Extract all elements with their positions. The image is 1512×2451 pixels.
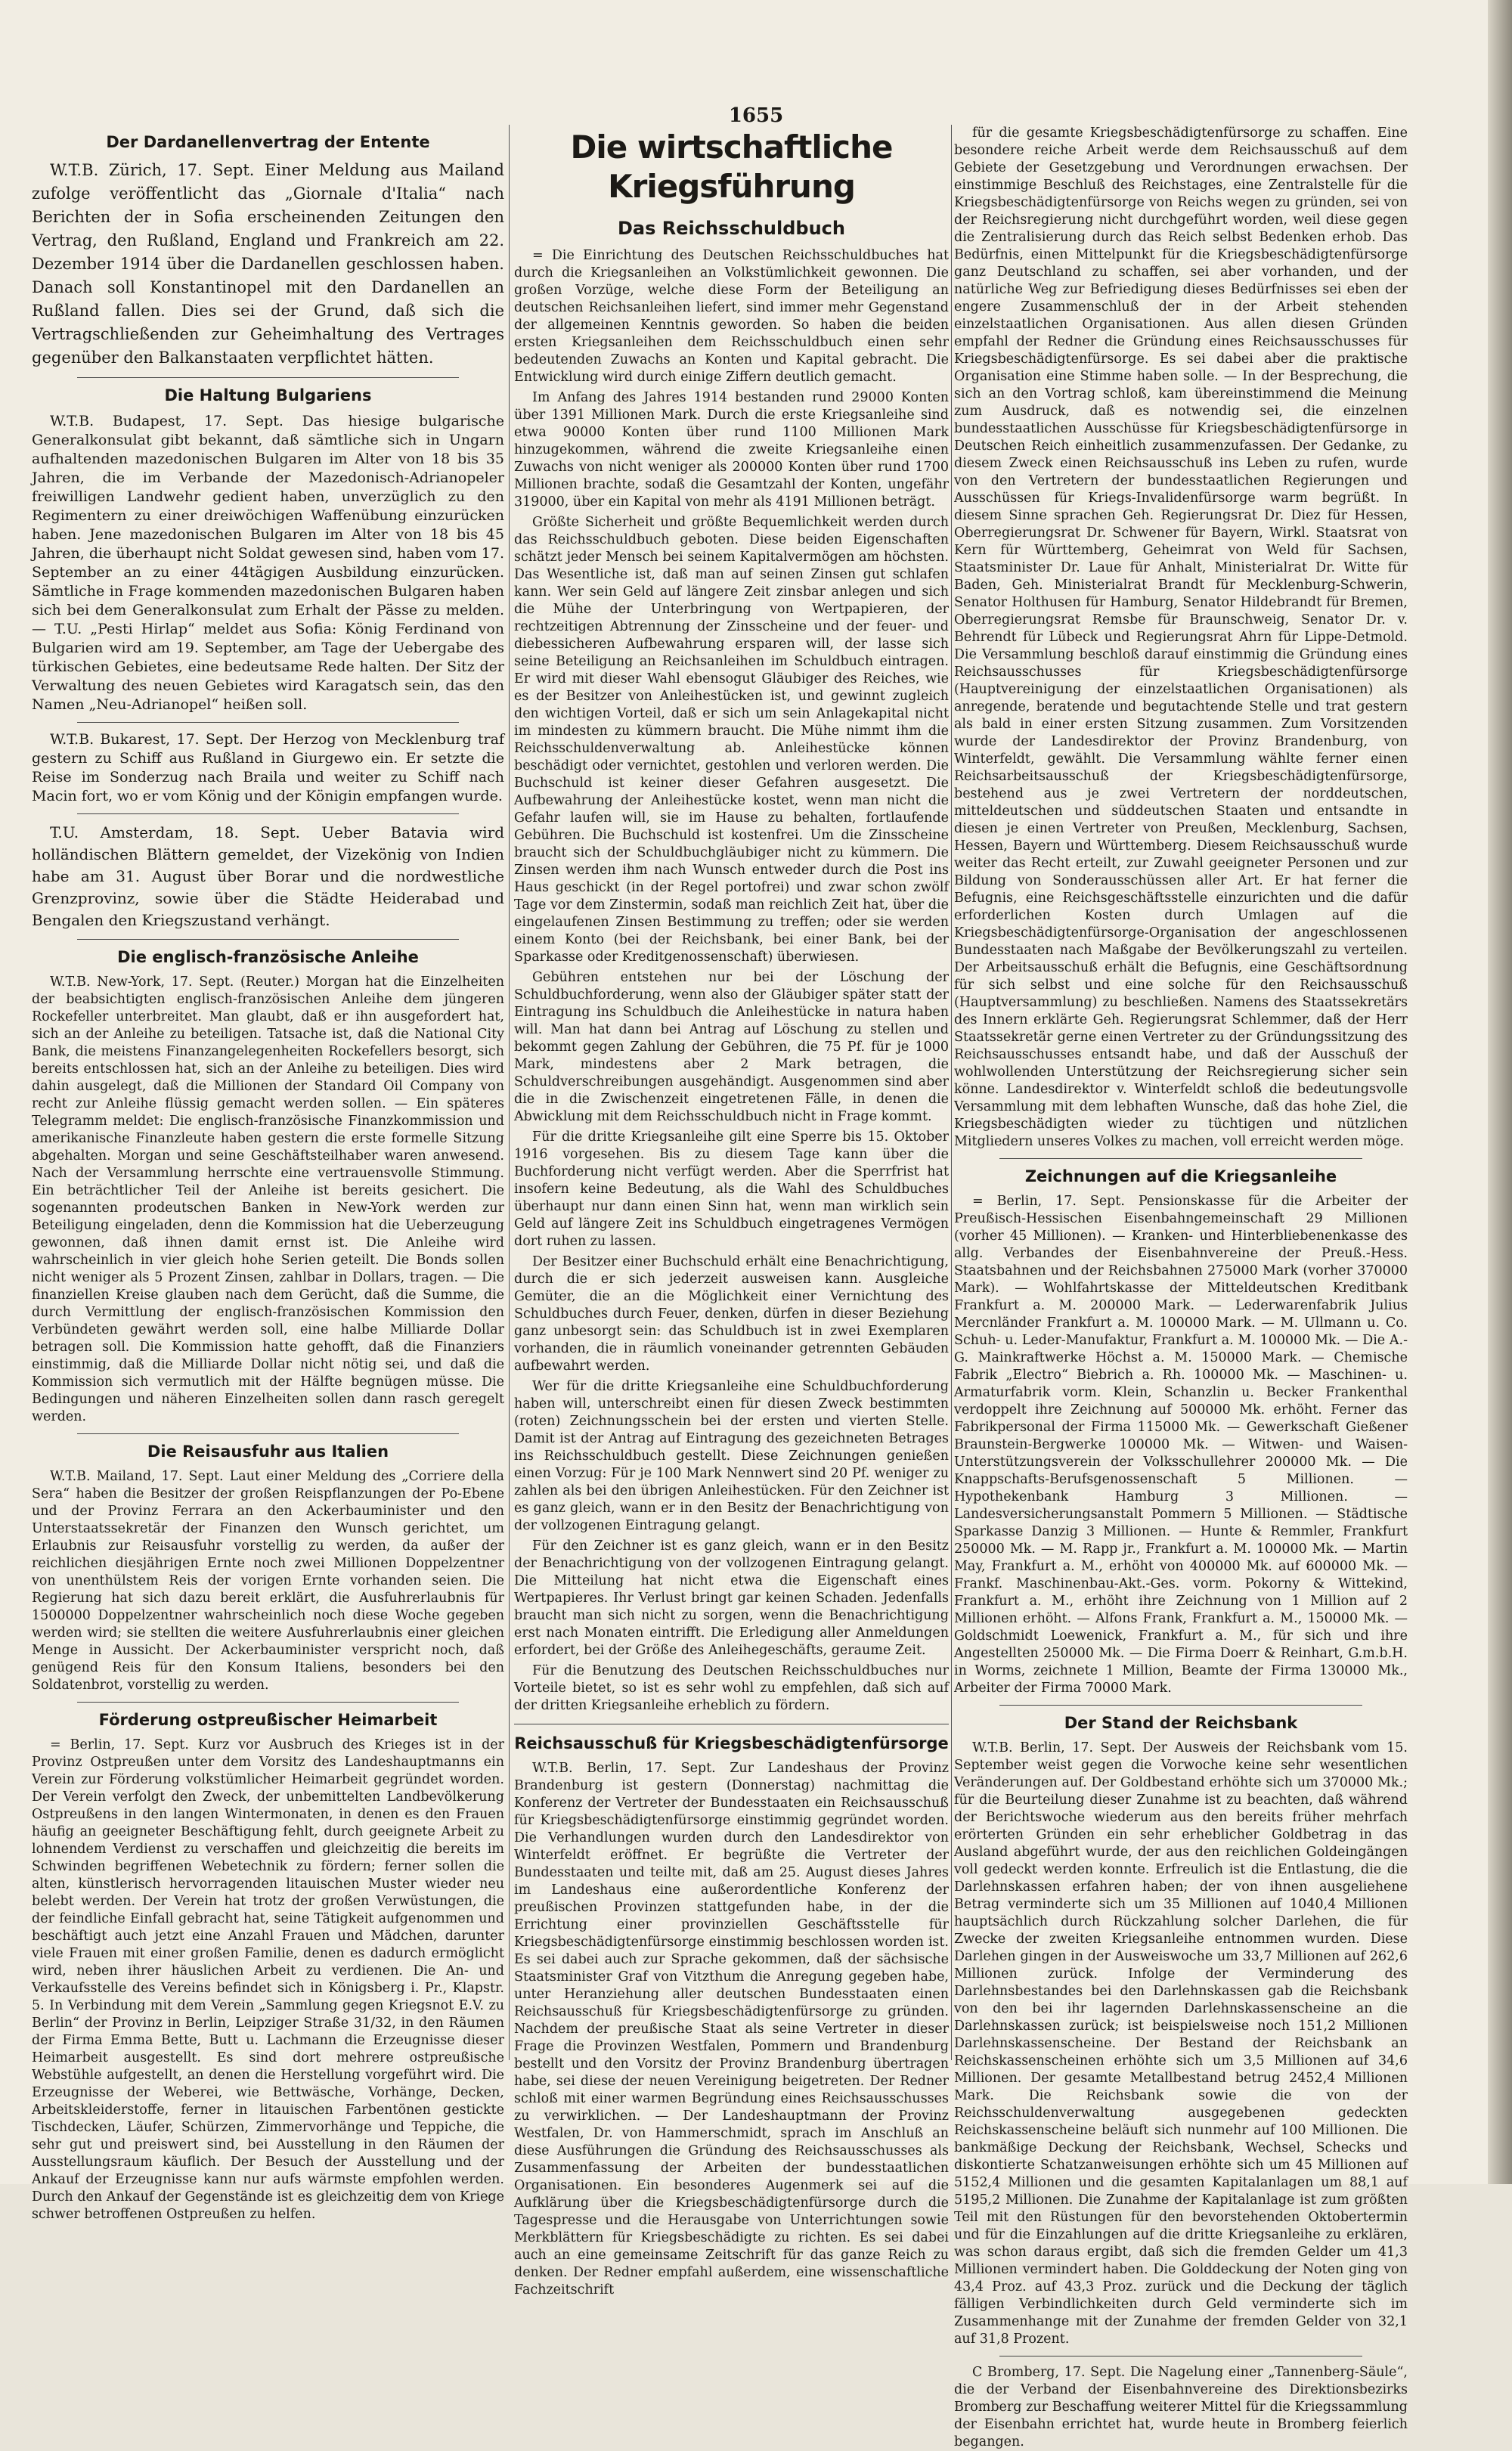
separator [77,1433,459,1434]
article-paragraph: = Berlin, 17. Sept. Pensionskasse für die Arbeiter der Preußisch-Hessischen Eisenbahngemeinschaft 29 Millionen (vorher 45 Millionen). — Kranken- und Hinterbliebenenkasse des allg. Verbandes der Eisenbahnvereine der Preuß.-Hess. Staatsbahnen und der Reichsbahnen 275000 Mark (vorher 370000 Mark). — Wohlfahrtskasse der Mitteldeutschen Kreditbank Frankfurt a. M. 200000 Mark. — Lederwarenfabrik Julius Mercnländer Frankfurt a. M. 100000 Mark. — M. Ullmann u. Co. Schuh- u. Leder-Manufaktur, Frankfurt a. M. 100000 Mk. — Die A.-G. Mainkraftwerke Höchst a. M. 150000 Mark. — Chemische Fabrik „Electro“ Biebrich a. Rh. 100000 Mk. — Maschinen- u. Armaturfabrik vorm. Klein, Schanzlin u. Becker Frankenthal verdoppelt ihre Zeichnung auf 500000 Mk. erhöht. Ferner das Fabrikpersonal der Firma 115000 Mk. — Gewerkschaft Gießener Braunstein-Bergwerke 100000 Mk. — Witwen- und Waisen-Unterstützungsverein der Volksschullehrer 200000 Mk. — Die Knappschafts-Berufsgenossenschaft 5 Millionen. — Hypothekenbank Hamburg 3 Millionen. — Landesversicherungsanstalt Pommern 5 Millionen. — Städtische Sparkasse Danzig 3 Millionen. — Hunte & Remmler, Frankfurt 250000 Mk. — M. Rapp jr., Frankfurt a. M. 100000 Mk. — Martin May, Frankfurt a. M., erhöht von 400000 Mk. auf 600000 Mk. — Frankf. Maschinenbau-Akt.-Ges. vorm. Pokorny & Wittekind, Frankfurt a. M., erhöht ihre Zeichnung von 1 Million auf 2 Millionen erhöht. — Alfons Frank, Frankfurt a. M., 150000 Mk. — Goldschmidt Loewenick, Frankfurt a. M., für sich und ihre Angestellten 250000 Mk. — Die Firma Doerr & Reinhart, G.m.b.H. in Worms, zeichnete 1 Million, Beamte der Firma 130000 Mk., Arbeiter der Firma 70000 Mark. [954,1194,1408,1696]
article-title: Die englisch-französische Anleihe [117,948,419,966]
separator [77,377,459,378]
article-title: Der Dardanellenvertrag der Entente [106,133,430,151]
column-left [32,125,504,2222]
separator [999,1158,1362,1159]
article-dardanellen [32,132,504,370]
page-number: 1655 [728,104,784,127]
article-paragraph: für die gesamte Kriegsbeschädigtenfürsorge zu schaffen. Eine besondere reiche Arbeit werde dem Reichsausschuß auf dem Gebiete der Gesetzgebung und Verordnungen erwachsen. Der einstimmige Beschluß des Reichstages, eine Zentralstelle für die Kriegsbeschädigtenfürsorge von Reichs wegen zu gründen, sei von der Reichsregierung nicht durchgeführt worden, weil diese gegen die Zentralisierung durch das Reich selbst Bedenken erhob. Das Bedürfnis, einen Mittelpunkt für die Kriegsbeschädigtenfürsorge ganz Deutschland zu schaffen, sei aber vorhanden, und der natürliche Weg zur Befriedigung dieses Bedürfnisses sei eben der engere Zusammenschluß der in der Arbeit stehenden einzelstaatlichen Organisationen. Aus allen diesen Gründen empfahl der Redner die Gründung eines Reichsausschusses für Kriegsbeschädigtenfürsorge. Es sei dabei aber die praktische Organisation eine Stimme haben solle. — In der Besprechung, die sich an den Vortrag schloß, kam übereinstimmend die Meinung zum Ausdruck, daß es notwendig sei, die einzelnen bundesstaatlichen Ausschüsse für Kriegsbeschädigtenfürsorge in Deutschen Reich einheitlich zusammenzufassen. Der Gedanke, zu diesem Zweck einen Reichsausschuß ins Leben zu rufen, wurde von den Vertretern der bundesstaatlichen Regierungen und Ausschüssen für Kriegs-Invalidenfürsorge warm begrüßt. In diesem Sinne sprachen Geh. Regierungsrat Dr. Diez für Hessen, Oberregierungsrat Dr. Schwener für Bayern, Wirkl. Staatsrat von Kern für Württemberg, Geheimrat von Weld für Sachsen, Staatsminister Dr. Laue für Anhalt, Ministerialrat Dr. Witte für Baden, Geh. Ministerialrat Brandt für Mecklenburg-Schwerin, Senator Holthusen für Hamburg, Senator Hildebrandt für Bremen, Oberregierungsrat Remsbe für Braunschweig, Senator Dr. v. Behrendt für Lübeck und Regierungsrat Ahrn für Lippe-Detmold. Die Versammlung beschloß darauf einstimmig die Gründung eines Reichsausschusses für Kriegsbeschädigtenfürsorge (Hauptvereinigung der einzelstaatlichen Organisationen) als anregende, beratende und begutachtende Stelle und trat gestern als bald in einer ersten Sitzung zusammen. Zum Vorsitzenden wurde der Landesdirektor der Provinz Brandenburg, von Winterfeldt, gewählt. Die Versammlung wählte ferner einen Reichsarbeitsausschuß der Kriegsbeschädigtenfürsorge, bestehend aus je zwei Vertretern der norddeutschen, mitteldeutschen und süddeutschen Staaten und entsandte in diesen je einen Vertreter von Preußen, Mecklenburg, Sachsen, Hessen, Bayern und Württemberg. Diesem Reichsausschuß wurde weiter das Recht erteilt, zur Zuwahl geeigneter Personen und zur Bildung von Sonderausschüssen aller Art. Er hat ferner die Befugnis, eine Reichsgeschäftsstelle einzurichten und die dafür erforderlichen Kosten durch Umlagen auf die Kriegsbeschädigtenfürsorge-Organisation der angeschlossenen Bundesstaaten nach Maßgabe der Bevölkerungszahl zu verteilen. Der Arbeitsausschuß erhält die Befugnis, eine Geschäftsordnung für sich selbst und eine solche für den Reichsausschuß (Hauptversammlung) zu beschließen. Namens des Staatssekretärs des Innern erklärte Geh. Regierungsrat Schlemmer, daß der Herr Staatssekretär gerne einen Vertreter zu der Gründungssitzung des Reichsausschusses entsandt habe, und daß der Ausschuß der wohlwollenden Unterstützung der Reichsregierung sicher sein könne. Landesdirektor v. Winterfeldt schloß die bedeutungsvolle Versammlung mit dem lebhaften Wunsche, daß das hohe Ziel, die Kriegsbeschädigten wieder zu tüchtigen und nützlichen Mitgliedern unseres Volkes zu machen, voll erreicht werden möge. [954,125,1408,1149]
masthead-title: Die wirtschaftliche Kriegsführung [570,129,893,205]
article-paragraph: T.U. Amsterdam, 18. Sept. Ueber Batavia wird holländischen Blättern gemeldet, der Vizekönig von Indien habe am 31. August über Borar und die nordwestliche Grenzprovinz, sowie über die Städte Heiderabad und Bengalen den Kriegszustand verhängt. [32,823,504,929]
article-paragraph: = Die Einrichtung des Deutschen Reichsschuldbuches hat durch die Kriegsanleihen an Volkstümlichkeit gewonnen. Die großen Vorzüge, welche diese Form der Beteiligung an deutschen Reichsanleihen liefert, sind immer mehr Gegenstand der allgemeinen Kenntnis geworden. So haben die beiden ersten Kriegsanleihen dem Reichsschuldbuch einen sehr bedeutenden Zuwachs an Konten und Kapital gebracht. Die Entwicklung wird durch einige Ziffern deutlich gemacht. [514,248,949,385]
article-paragraph: Für die Benutzung des Deutschen Reichsschuldbuches nur Vorteile bietet, so ist es sehr wohl zu empfehlen, daß sich auf der dritten Kriegsanleihe erheblich zu fördern. [514,1663,949,1713]
article-paragraph: Im Anfang des Jahres 1914 bestanden rund 29000 Konten über 1391 Millionen Mark. Durch die erste Kriegsanleihe sind etwa 90000 Konten über rund 1100 Millionen Mark hinzugekommen, während die zweite Kriegsanleihe einen Zuwachs von nicht weniger als 200000 Konten über rund 1700 Millionen brachte, sodaß die Gesamtzahl der Konten, ungefähr 319000, über ein Kapital von mehr als 4191 Millionen beträgt. [514,390,949,510]
article-paragraph: W.T.B. Mailand, 17. Sept. Laut einer Meldung des „Corriere della Sera“ haben die Besitzer der großen Reispflanzungen der Po-Ebene und der Provinz Ferrara an den Ackerbauminister und den Unterstaatssekretär der Finanzen den Wunsch gerichtet, um Erlaubnis zur Reisausfuhr vorstellig zu werden, da außer der reichlichen diesjährigen Ernte noch zwei Millionen Doppelzentner von unenthülstem Reis der vorigen Ernte vorhanden seien. Die Regierung hat sich dazu bereit erklärt, die Ausfuhrerlaubnis für 1500000 Doppelzentner wahrscheinlich noch diese Woche gegeben werden wird; sie stellten die weitere Ausfuhrerlaubnis einer gleichen Menge in Aussicht. Der Ackerbauminister verspricht noch, daß genügend Reis für den Konsum Italiens, besonders bei den Soldatenbrot, vorstellig zu werden. [32,1469,504,1693]
separator [77,722,459,723]
article-paragraph: W.T.B. Berlin, 17. Sept. Zur Landeshaus der Provinz Brandenburg ist gestern (Donnerstag) nachmittag die Konferenz der Vertreter der Bundesstaaten ein Reichsausschuß für Kriegsbeschädigtenfürsorge einstimmig gegründet worden. Die Verhandlungen wurden durch den Landesdirektor von Winterfeldt eröffnet. Er begrüßte die Vertreter der Bundesstaaten und teilte mit, daß am 25. August dieses Jahres im Landeshaus eine außerordentliche Konferenz der preußischen Provinzen stattgefunden habe, in der die Errichtung einer provinziellen Geschäftsstelle für Kriegsbeschädigtenfürsorge einstimmig beschlossen worden ist. Es sei dabei auch zur Sprache gekommen, daß der sächsische Staatsminister Graf von Vitzthum die Anregung gegeben habe, unter Heranziehung aller deutschen Bundesstaaten einen Reichsausschuß für Kriegsbeschädigtenfürsorge zu gründen. Nachdem der preußische Staat als seine Vertreter in dieser Frage die Provinzen Westfalen, Pommern und Brandenburg bestellt und den Vorsitz der Provinz Brandenburg übertragen habe, sei diese der neuen Vereinigung beigetreten. Der Redner schloß mit einer warmen Begründung eines Reichsausschusses zu verwirklichen. — Der Landeshauptmann der Provinz Westfalen, Dr. von Hammerschmidt, sprach im Anschluß an diese Ausführungen die Gründung des Reichsausschusses als Zusammenfassung der Arbeiten der bundesstaatlichen Organisationen. Ein besonderes Augenmerk sei auf die Aufklärung über die Kriegsbeschädigtenfürsorge durch die Tagespresse und die Herausgabe von Unterrichtungen sowie Merkblättern für Kriegsbeschädigte zu richten. Es sei dabei auch an eine gemeinsame Zeitschrift für das ganze Reich zu denken. Der Redner empfahl außerdem, eine wissenschaftliche Fachzeitschrift [514,1761,949,2298]
article-title: Die Haltung Bulgariens [164,386,372,404]
article-bulgarien [32,386,504,931]
article-paragraph: Größte Sicherheit und größte Bequemlichkeit werden durch das Reichsschuldbuch geboten. Diese beiden Eigenschaften schätzt jeder Mensch bei seinem Kapitalvermögen am höchsten. Das Wesentliche ist, daß man auf seinen Zinsen gut schlafen kann. Wer sein Geld auf längere Zeit zinsbar anlegen und sich die Mühe der Unterbringung von Wertpapieren, der rechtzeitigen Abtrennung der Zinsscheine und der feuer- und diebessicheren Aufbewahrung ersparen will, der lasse sich seine Beteiligung an Reichsanleihen im Schuldbuch eintragen. Er wird mit dieser Wahl ebensogut Gläubiger des Reiches, wie es der Besitzer von Anleihestücken ist, und gewinnt zugleich den wichtigen Vorteil, daß er sich um sein Anlagekapital nicht im mindesten zu kümmern braucht. Die Mühe nimmt ihm die Reichsschuldenverwaltung ab. Anleihestücke können beschädigt oder vernichtet, gestohlen und verloren werden. Die Buchschuld ist keiner dieser Gefahren ausgesetzt. Die Aufbewahrung der Anleihestücke kostet, wenn man nicht die Gefahr laufen will, sie im Hause zu behalten, fortlaufende Gebühren. Die Buchschuld ist kostenfrei. Um die Zinsscheine braucht sich der Schuldbuchgläubiger nicht zu kümmern. Die Zinsen werden ihm nach Wunsch entweder durch die Post ins Haus geschickt (in der Regel portofrei) und zwar schon zwölf Tage vor dem Zinstermin, sodaß man reichlich Zeit hat, über die eingelaufenen Zinsen Bestimmung zu treffen; oder sie werden einem Konto (bei der Reichsbank, bei einer Bank, bei der Sparkasse oder Kreditgenossenschaft) überwiesen. [514,515,949,965]
article-paragraph: = Berlin, 17. Sept. Kurz vor Ausbruch des Krieges ist in der Provinz Ostpreußen unter dem Vorsitz des Landeshauptmanns ein Verein zur Förderung volkstümlicher Heimarbeit gegründet worden. Der Verein verfolgt den Zweck, der unbemittelten Landbevölkerung Ostpreußens in den langen Wintermonaten, in denen es den Frauen häufig an geeigneter Beschäftigung fehlt, durch geeignete Arbeit zu lohnendem Verdienst zu verschaffen und gleichzeitig die bereits im Schwinden begriffenen Webetechnik zu fördern; ferner sollen die alten, künstlerisch hervorragenden litauischen Muster wieder neu belebt werden. Der Verein hat trotz der großen Verwüstungen, die der feindliche Einfall gebracht hat, seine Tätigkeit aufgenommen und beschäftigt auch jetzt eine Anzahl Frauen und Mädchen, darunter viele Frauen mit einer großen Familie, denen es dadurch ermöglicht wird, neben ihrer häuslichen Arbeit zu verdienen. Die An- und Verkaufsstelle des Vereins befindet sich in Königsberg i. Pr., Klapstr. 5. In Verbindung mit dem Verein „Sammlung gegen Kriegsnot E.V. zu Berlin“ der Provinz in Berlin, Leipziger Straße 31/32, in den Räumen der Firma Emma Bette, Butt u. Lachmann die Erzeugnisse dieser Heimarbeit ausgestellt. Es sind dort mehrere ostpreußische Webstühle aufgestellt, an denen die Herstellung vorgeführt wird. Die Erzeugnisse der Weberei, wie Bettwäsche, Vorhänge, Decken, Arbeitskleiderstoffe, ferner in litauischen Farbentönen gestickte Tischdecken, Läufer, Schürzen, Zimmervorhänge und Teppiche, die sehr gut und preiswert sind, bei Ausstellung in den Räumen der Ausstellungsraum käuflich. Der Besuch der Ausstellung und der Ankauf der Erzeugnisse kann nur aufs wärmste empfohlen werden. Durch den Ankauf der Gegenstände ist es gleichzeitig dem von Kriege schwer betroffenen Ostpreußen zu helfen. [32,1737,504,2222]
article-paragraph: Für den Zeichner ist es ganz gleich, wann er in den Besitz der Benachrichtigung von der vollzogenen Eintragung gelangt. Die Mitteilung hat nicht etwa die Eigenschaft eines Wertpapieres. Ihr Verlust bringt gar keinen Schaden. Jedenfalls braucht man sich nicht zu sorgen, wenn die Benachrichtigung erst nach Monaten eintrifft. Die Erledigung aller Anmeldungen erfordert, bei der Größe des Anleihegeschäfts, geraume Zeit. [514,1538,949,1658]
article-paragraph: W.T.B. Zürich, 17. Sept. Einer Meldung aus Mailand zufolge veröffentlicht das „Giornale d'Italia“ nach Berichten der in Sofia erscheinenden Zeitungen den Vertrag, den Rußland, England und Frankreich am 22. Dezember 1914 über die Dardanellen geschlossen haben. Danach soll Konstantinopel mit den Dardanellen an Rußland fallen. Dies sei der Grund, daß sich die Vertragschließenden zur Geheimhaltung des Vertrages gegenüber den Balkanstaaten verpflichtet hätten. [32,161,504,367]
separator [77,939,459,940]
article-paragraph: C Bromberg, 17. Sept. Die Nagelung einer „Tannenberg-Säule“, die der Verband der Eisenbahnvereine des Direktionsbezirks Bromberg zur Beschaffung weiterer Mittel für die Kriegssammlung der Eisenbahn errichtet hat, wurde heute in Bromberg feierlich begangen. [954,2365,1408,2449]
page-binding-edge [1488,0,1512,2184]
article-title: Die Reisausfuhr aus Italien [147,1442,389,1461]
column-middle [514,125,949,2298]
article-paragraph: W.T.B. New-York, 17. Sept. (Reuter.) Morgan hat die Einzelheiten der beabsichtigten englisch-französischen Anleihe dem jüngeren Rockefeller unterbreitet. Man glaubt, daß er ihn ausgefordert hat, sich an der Anleihe zu beteiligen. Tatsache ist, daß die National City Bank, die meistens Finanzangelegenheiten Rockefellers besorgt, sich bereits entschlossen hat, sich an der Anleihe zu beteiligen. Dies wird dahin ausgelegt, daß die Millionen der Standard Oil Company von recht zur Anleihe flüssig gemacht werden sollen. — Ein späteres Telegramm meldet: Die englisch-französische Finanzkommission und amerikanische Finanzleute haben gestern die erste formelle Sitzung abgehalten. Morgan und seine Geschäftsteilhaber waren anwesend. Nach der Versammlung herrschte eine vertrauensvolle Stimmung. Ein beträchtlicher Teil der Anleihe ist bereits gesichert. Die sogenannten prodeutschen Banken in New-York werden zur Beteiligung eingeladen, denn die Kommission hat die Ueberzeugung gewonnen, daß ihnen damit ernst ist. Die Anleihe wird wahrscheinlich in vier gleich hohe Serien geteilt. Die Bonds sollen nicht weniger als 5 Prozent Zinsen, zahlbar in Dollars, tragen. — Die finanziellen Kreise glauben nach dem Gerücht, daß die Summe, die durch Vermittlung der englisch-französischen Kommission den Verbündeten gewährt werden soll, eine halbe Milliarde Dollar betragen soll. Die Kommission hatte gehofft, daß die Finanziers einstimmig, daß die Milliarde Dollar nicht nötig sei, und daß die Kommission sich vermutlich mit der Hälfte begnügen müsse. Die Bedingungen und näheren Einzelheiten sollen dann rasch geregelt werden. [32,975,504,1424]
article-reisausfuhr [32,1442,504,1694]
article-heimarbeit [32,1710,504,2223]
column-divider [509,125,510,2060]
article-paragraph: W.T.B. Budapest, 17. Sept. Das hiesige bulgarische Generalkonsulat gibt bekannt, daß sämtliche sich in Ungarn aufhaltenden mazedonischen Bulgaren im Alter von 18 bis 35 Jahren, die im Verbande der Mazedonisch-Adrianopeler freiwilligen Landwehr gedient haben, unverzüglich zu den Regimentern zu einer dreiwöchigen Waffenübung einzurücken haben. Jene mazedonischen Bulgaren im Alter von 18 bis 45 Jahren, die überhaupt nicht Soldat gewesen sind, haben vom 17. September an zu einer 44tägigen Ausbildung einzurücken. Sämtliche in Frage kommenden mazedonischen Bulgaren haben sich bei dem Generalkonsulat zum Erhalt der Pässe zu melden. — T.U. „Pesti Hirlap“ meldet aus Sofia: König Ferdinand von Bulgarien wird am 19. September, am Tage der Uebergabe des türkischen Gebietes, eine bedeutsame Rede halten. Der Sitz der Verwaltung des neuen Gebietes wird Karagatsch sein, das den Namen „Neu-Adrianopel“ heißen soll. [32,413,504,713]
article-anleihe [32,947,504,1426]
article-paragraph: W.T.B. Bukarest, 17. Sept. Der Herzog von Mecklenburg traf gestern zu Schiff aus Rußland in Giurgewo ein. Er setzte die Reise im Sonderzug nach Braila und weiter zu Schiff nach Macin fort, wo er vom König und der Königin empfangen wurde. [32,731,504,804]
article-paragraph: W.T.B. Berlin, 17. Sept. Der Ausweis der Reichsbank vom 15. September weist gegen die Vorwoche keine sehr wesentlichen Veränderungen auf. Der Goldbestand erhöhte sich um 370000 Mk.; für die Beurteilung dieser Zunahme ist zu beachten, daß während der Berichtswoche wiederum aus den bereits früher mehrfach erörterten Gründen ein sehr erheblicher Goldbetrag in das Ausland abgeführt wurde, der aus den reichlichen Goldeingängen voll gedeckt werden konnte. Erfreulich ist die Entlastung, die die Darlehnskassen erfahren haben; der von ihnen ausgeliehene Betrag verminderte sich um 35 Millionen auf 1040,4 Millionen hauptsächlich durch Rückzahlung solcher Darlehen, die für Zwecke der zweiten Kriegsanleihe entnommen wurden. Diese Darlehen gingen in der Ausweiswoche um 33,7 Millionen auf 262,6 Millionen zurück. Infolge der Verminderung des Darlehnsbestandes bei den Darlehnskassen gab die Reichsbank von den bei ihr lagernden Darlehnskassenscheine an die Darlehnskassen zurück; ist beispielsweise noch 151,2 Millionen Darlehnskassenscheine. Der Bestand der Reichsbank an Reichskassenscheinen erhöhte sich um 3,5 Millionen auf 34,6 Millionen. Der gesamte Metallbestand betrug 2452,4 Millionen Mark. Die Reichsbank sowie die von der Reichsschuldenverwaltung ausgegebenen gedeckten Reichskassenscheine beläuft sich nunmehr auf 100 Millionen. Die bankmäßige Deckung der Reichsbank, Wechsel, Schecks und diskontierte Schatzanweisungen erhöhte sich um 45 Millionen auf 5152,4 Millionen und die gesamten Kapitalanlagen um 88,1 auf 5195,2 Millionen. Die Zunahme der Kapitalanlage ist zum größten Teil mit den Rüstungen für den bevorstehenden Oktobertermin und für die Einzahlungen auf die dritte Kriegsanleihe zu erklären, was schon daraus ergibt, daß sich die fremden Gelder um 41,3 Millionen vermindert haben. Die Golddeckung der Noten ging von 43,4 Proz. auf 43,3 Proz. zurück und die Deckung der täglich fälligen Verbindlichkeiten durch Geld verminderte sich im Zusammenhange mit der Zunahme der fremden Gelder von 32,1 auf 31,8 Prozent. [954,1740,1408,2347]
column-right [954,125,1408,2449]
article-title: Reichsausschuß für Kriegsbeschädigtenfürsorge [514,1734,949,1752]
separator [77,813,459,814]
article-paragraph: Wer für die dritte Kriegsanleihe eine Schuldbuchforderung haben will, unterschreibt einen für diesen Zweck bestimmten (roten) Zeichnungsschein bei der ersten und vierten Stelle. Damit ist der Antrag auf Eintragung des gezeichneten Betrages ins Reichsschuldbuch gestellt. Diese Zeichnungen genießen einen Vorzug: Für je 100 Mark Nennwert sind 20 Pf. weniger zu zahlen als bei den übrigen Anleihestücken. Für den Zeichner ist es ganz gleich, wann er in den Besitz der Benachrichtigung von der vollzogenen Eintragung gelangt. [514,1379,949,1533]
separator [77,1702,459,1703]
article-paragraph: Für die dritte Kriegsanleihe gilt eine Sperre bis 15. Oktober 1916 vorgesehen. Bis zu diesem Tage kann über die Buchforderung nicht verfügt werden. Aber die Sperrfrist hat insofern keine Bedeutung, als die Wahl des Schuldbuches überhaupt nur dann einen Sinn hat, wenn man wirklich sein Geld auf längere Zeit ins Schuldbuch eingetragenes Vermögen dort ruhen zu lassen. [514,1129,949,1249]
article-title: Der Stand der Reichsbank [1064,1714,1298,1732]
separator [999,1705,1362,1706]
article-subtitle: Das Reichsschuldbuch [617,218,845,239]
article-title: Zeichnungen auf die Kriegsanleihe [1024,1167,1337,1185]
article-paragraph: Der Besitzer einer Buchschuld erhält eine Benachrichtigung, durch die er sich jederzeit ausweisen kann. Ausgleiche Gemüter, die an die Möglichkeit einer Vernichtung des Schuldbuches durch Feuer, denken, dürfen in dieser Beziehung ganz unbesorgt sein: das Schuldbuch ist in zwei Exemplaren vorhanden, die in räumlich voneinander getrennten Gebäuden aufbewahrt werden. [514,1254,949,1374]
article-paragraph: Gebühren entstehen nur bei der Löschung der Schuldbuchforderung, wenn also der Gläubiger später statt der Eintragung ins Schuldbuch die Anleihestücke in natura haben will. Man hat dann bei Antrag auf Löschung zu stellen und bekommt gegen Zahlung der Gebühren, die 75 Pf. für je 1000 Mark, mindestens aber 2 Mark betragen, die Schuldverschreibungen ausgehändigt. Ausgenommen sind aber die in die Zwischenzeit eingetretenen Fälle, in denen die Abwicklung mit dem Reichsschuldbuch nicht in Frage kommt. [514,970,949,1124]
column-divider [951,125,952,2060]
article-title: Förderung ostpreußischer Heimarbeit [98,1711,438,1729]
